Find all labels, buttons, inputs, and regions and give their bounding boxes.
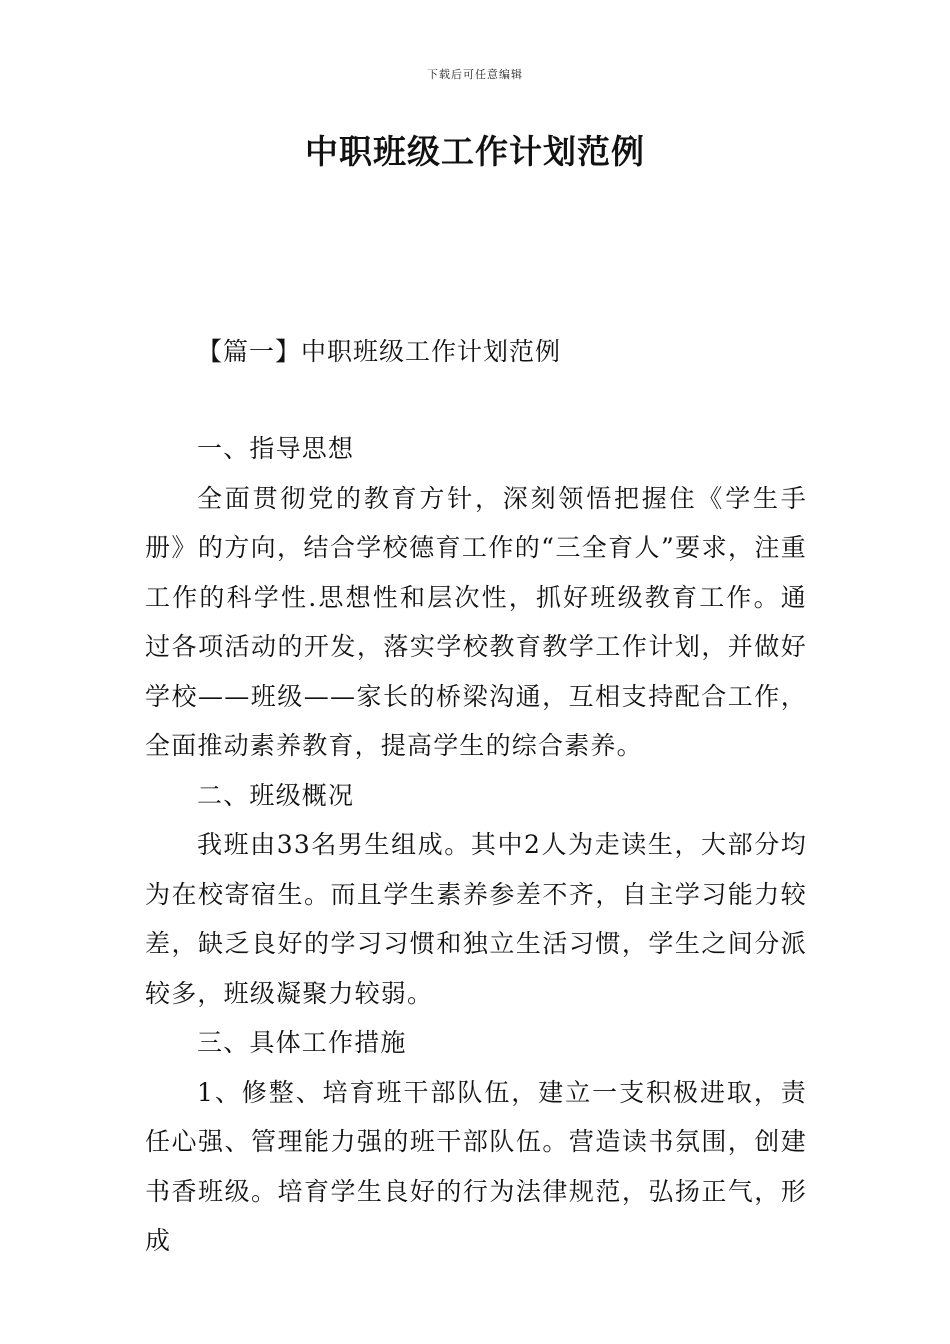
section-title: 【篇一】中职班级工作计划范例 — [197, 337, 562, 366]
heading-work-measures: 三、具体工作措施 — [197, 1028, 407, 1057]
paragraph-class-overview: 我班由33名男生组成。其中2人为走读生，大部分均为在校寄宿生。而且学生素养参差不齐，自主学习能力较差，缺乏良好的学习习惯和独立生活习惯，学生之间分派较多，班级凝聚力较弱。 — [145, 830, 807, 1008]
document-title: 中职班级工作计划范例 — [305, 132, 645, 171]
paragraph-work-measures-1: 1、修整、培育班干部队伍，建立一支积极进取，责任心强、管理能力强的班干部队伍。营造读书氛围，创建书香班级。培育学生良好的行为法律规范，弘扬正气，形成 — [145, 1077, 807, 1255]
heading-guiding-ideology: 一、指导思想 — [197, 434, 355, 463]
paragraph-guiding-ideology: 全面贯彻党的教育方针，深刻领悟把握住《学生手册》的方向，结合学校德育工作的“三全育人”要求，注重工作的科学性.思想性和层次性，抓好班级教育工作。通过各项活动的开发，落实学校教育教学工作计划，并做好学校——班级——家长的桥梁沟通，互相支持配合工作，全面推动素养教育，提高学生的综合素养。 — [145, 483, 807, 760]
header-note: 下载后可任意编辑 — [427, 68, 523, 81]
body-text — [145, 424, 807, 1266]
heading-class-overview: 二、班级概况 — [197, 780, 355, 810]
